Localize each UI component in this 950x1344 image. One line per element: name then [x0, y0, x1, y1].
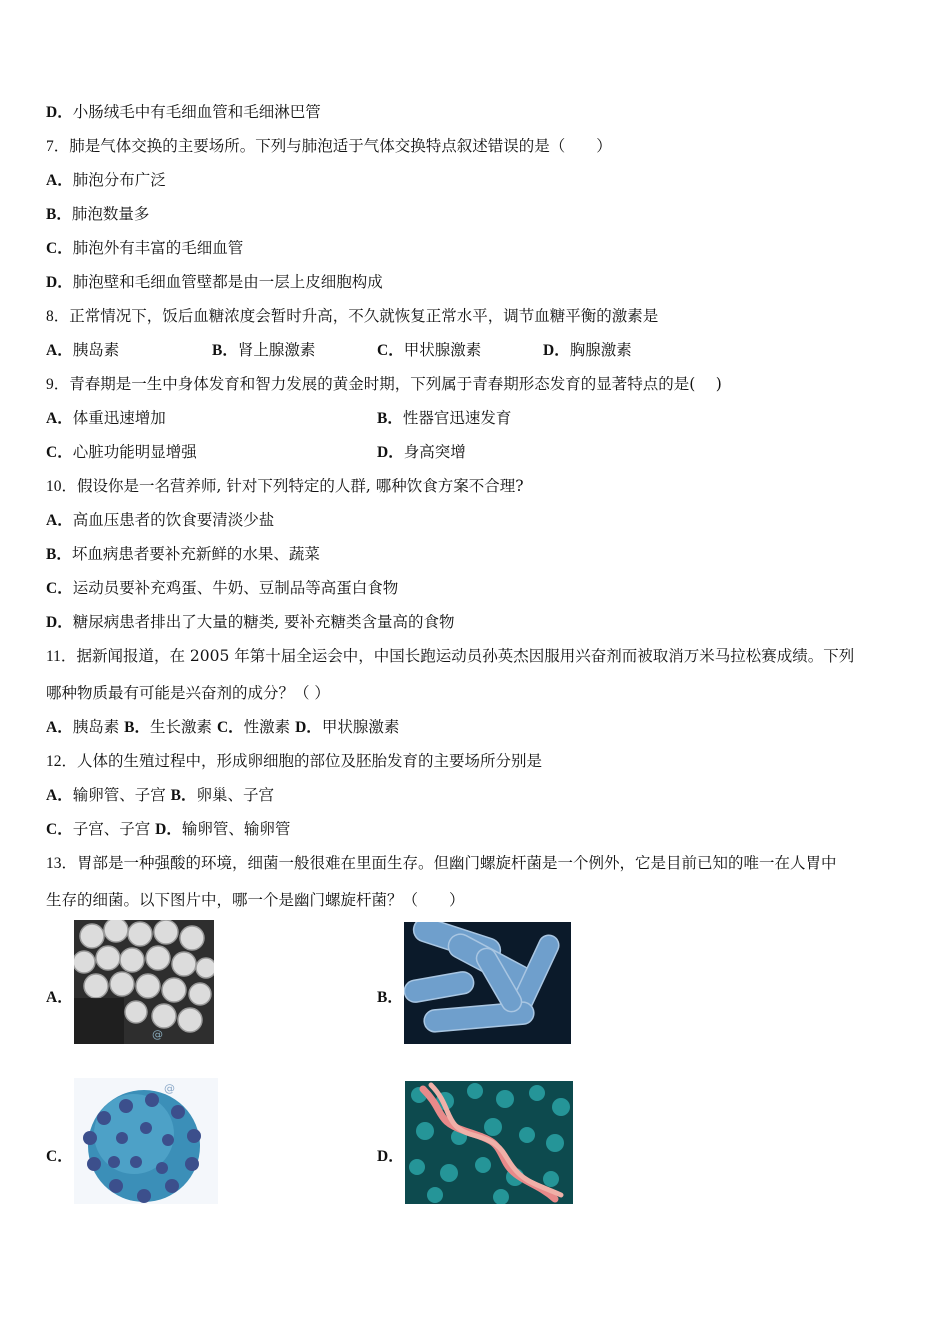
question-text: 正常情况下，饭后血糖浓度会暂时升高，不久就恢复正常水平，调节血糖平衡的激素是: [69, 307, 659, 325]
option-label: D．: [46, 614, 73, 631]
option-label: B．: [46, 206, 72, 223]
question-text: 胃部是一种强酸的环境，细菌一般很难在里面生存。但幽门螺旋杆菌是一个例外，它是目前已知的唯一在人胃中: [77, 854, 837, 872]
option-label: D．: [46, 274, 73, 291]
q11-options: [46, 717, 399, 738]
option-label-a: A．: [46, 719, 73, 736]
question-number: 13．: [46, 855, 78, 872]
q8-option-b: [212, 340, 315, 361]
option-text-d: 输卵管、输卵管: [181, 820, 291, 838]
option-text: 肾上腺激素: [237, 341, 316, 359]
question-text: 青春期是一生中身体发育和智力发展的黄金时期，下列属于青春期形态发育的显著特点的是( ): [69, 375, 722, 393]
question-number: 7．: [46, 138, 70, 155]
question-number: 11．: [46, 648, 77, 665]
option-label-c: C．: [216, 719, 244, 736]
option-label: C．: [377, 342, 404, 359]
q8-stem: [46, 306, 658, 327]
option-text: 肺泡壁和毛细血管壁都是由一层上皮细胞构成: [72, 273, 383, 291]
image-option-a-label: A．: [46, 989, 73, 1006]
q12-options-ab: [46, 785, 274, 806]
option-label: B．: [212, 342, 238, 359]
q9-option-c: [46, 442, 197, 463]
question-number: 8．: [46, 308, 70, 325]
q12-options-cd: [46, 819, 290, 840]
option-label: A．: [46, 410, 73, 427]
option-label-a: A．: [46, 787, 73, 804]
question-text: 生存的细菌。以下图片中，哪一个是幽门螺旋杆菌？（ ）: [46, 891, 465, 909]
option-label-c: C．: [46, 821, 73, 838]
option-label: A．: [46, 342, 73, 359]
option-text-b: 生长激素: [150, 718, 213, 736]
option-text-c: 性激素: [243, 718, 291, 736]
q9-option-d: [377, 442, 466, 463]
q7-option-b: [46, 204, 149, 225]
svg-text:@: @: [164, 1082, 175, 1095]
q6-option-d: [46, 102, 321, 123]
q10-option-a: [46, 510, 274, 531]
option-label: A．: [46, 512, 73, 529]
option-text: 胰岛素: [72, 341, 120, 359]
option-text: 肺泡分布广泛: [72, 171, 166, 189]
option-text: 心脏功能明显增强: [72, 443, 197, 461]
option-text-d: 甲状腺激素: [321, 718, 400, 736]
q8-option-d: [543, 340, 632, 361]
option-text: 肺泡数量多: [71, 205, 150, 223]
q7-option-c: [46, 238, 243, 259]
option-text: 身高突增: [403, 443, 466, 461]
image-option-c-label: C．: [46, 1148, 73, 1165]
question-text: 据新闻报道，在 2005 年第十届全运会中，中国长跑运动员孙英杰因服用兴奋剂而被取消万米马拉松赛成绩。下列: [76, 647, 855, 665]
q10-option-c: [46, 578, 398, 599]
option-label: C．: [46, 240, 73, 257]
image-option-b-label: B．: [377, 989, 403, 1006]
q11-stem-continued: [46, 683, 330, 703]
q10-option-b: [46, 544, 320, 565]
option-label: A．: [46, 172, 73, 189]
option-text: 胸腺激素: [569, 341, 632, 359]
question-text: 哪种物质最有可能是兴奋剂的成分？（ ）: [46, 684, 330, 702]
option-text: 糖尿病患者排出了大量的糖类, 要补充糖类含量高的食物: [72, 613, 455, 631]
q8-option-c: [377, 340, 481, 361]
option-text: 小肠绒毛中有毛细血管和毛细淋巴管: [72, 103, 321, 121]
option-label: D．: [46, 104, 73, 121]
q8-option-a: [46, 340, 119, 361]
option-text: 运动员要补充鸡蛋、牛奶、豆制品等高蛋白食物: [72, 579, 399, 597]
q7-option-a: [46, 170, 166, 191]
q11-stem: [46, 646, 854, 667]
svg-text:@: @: [152, 1028, 163, 1041]
q10-stem: [46, 476, 524, 497]
option-text-c: 子宫、子宫: [72, 820, 151, 838]
q13-stem: [46, 853, 837, 874]
virus-particle-image: [74, 1078, 218, 1204]
option-label: C．: [46, 444, 73, 461]
option-label: D．: [377, 444, 404, 461]
option-text: 肺泡外有丰富的毛细血管: [72, 239, 244, 257]
option-label-d: D．: [155, 821, 182, 838]
q9-option-a: [46, 408, 166, 429]
q13-stem-continued: [46, 890, 465, 910]
option-text: 性器官迅速发育: [402, 409, 512, 427]
option-text: 坏血病患者要补充新鲜的水果、蔬菜: [71, 545, 320, 563]
q7-option-d: [46, 272, 383, 293]
helicobacter-spiral-image: [405, 1081, 573, 1204]
question-number: 10．: [46, 478, 78, 495]
question-text: 假设你是一名营养师, 针对下列特定的人群, 哪种饮食方案不合理?: [77, 477, 524, 495]
option-text: 高血压患者的饮食要清淡少盐: [72, 511, 275, 529]
q9-option-b: [377, 408, 511, 429]
option-text-b: 卵巢、子宫: [196, 786, 275, 804]
q10-option-d: [46, 612, 455, 633]
question-number: 9．: [46, 376, 70, 393]
bacilli-bacteria-image: [404, 922, 571, 1044]
q7-stem: [46, 136, 612, 157]
option-text: 体重迅速增加: [72, 409, 166, 427]
option-label: D．: [543, 342, 570, 359]
question-text: 人体的生殖过程中，形成卵细胞的部位及胚胎发育的主要场所分别是: [77, 752, 543, 770]
option-text-a: 输卵管、子宫: [72, 786, 166, 804]
option-text: 甲状腺激素: [403, 341, 482, 359]
q12-stem: [46, 751, 542, 772]
option-label-b: B．: [170, 787, 197, 804]
question-number: 12．: [46, 753, 78, 770]
option-label: C．: [46, 580, 73, 597]
q9-stem: [46, 374, 722, 395]
option-label: B．: [46, 546, 72, 563]
question-text: 肺是气体交换的主要场所。下列与肺泡适于气体交换特点叙述错误的是（ ）: [69, 137, 612, 155]
option-label-b: B．: [124, 719, 150, 736]
cocci-bacteria-image: [74, 920, 214, 1044]
option-text-a: 胰岛素: [72, 718, 120, 736]
image-option-d-label: D．: [377, 1148, 404, 1165]
option-label: B．: [377, 410, 403, 427]
option-label-d: D．: [295, 719, 322, 736]
